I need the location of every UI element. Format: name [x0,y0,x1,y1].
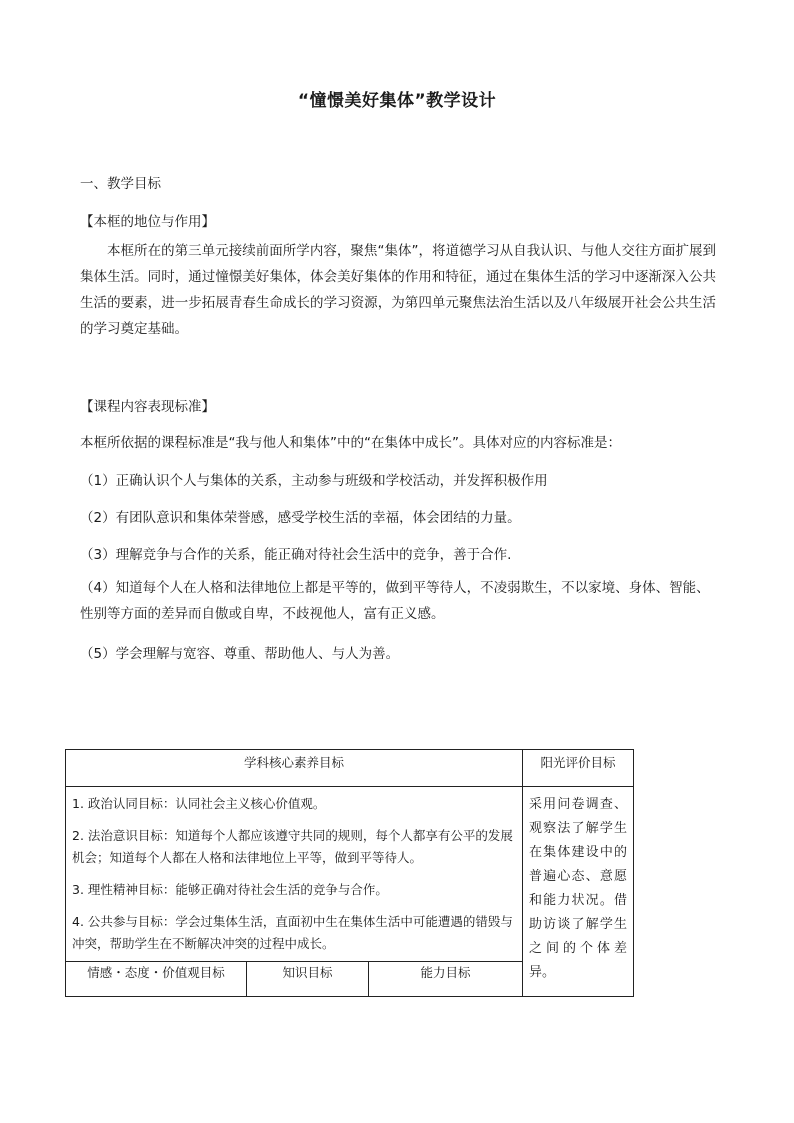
evaluation-header: 阳光评价目标 [523,750,634,787]
goal-item-political: 1. 政治认同目标：认同社会主义核心价值观。 [72,796,326,811]
core-literacy-header: 学科核心素养目标 [66,750,523,787]
position-paragraph: 本框所在的第三单元接续前面所学内容，聚焦“集体”，将道德学习从自我认识、与他人交往方面扩展到集体生活。同时，通过憧憬美好集体，体会美好集体的作用和特征，通过在集体生活的学习中逐渐深入公共生活的要素，进一步拓展青春生命成长的学习资源，为第四单元聚焦法治生活以及八年级展开社会公共生活的学习奠定基础。 [80,243,716,337]
goal-item-rational-spirit: 3. 理性精神目标：能够正确对待社会生活的竞争与合作。 [72,882,388,897]
standard-item-3: （3）理解竞争与合作的关系，能正确对待社会生活中的竞争，善于合作. [80,547,512,563]
goals-table [65,749,634,997]
goal-item-public-participation: 4. 公共参与目标：学会过集体生活，直面初中生在集体生活中可能遭遇的错毁与冲突，帮助学生在不断解决冲突的过程中成长。 [72,914,513,951]
core-literacy-goals [66,787,523,962]
standard-item-4: （4）知道每个人在人格和法律地位上都是平等的，做到平等待人，不凌弱欺生，不以家境、身体、智能、性别等方面的差异而自傲或自卑，不歧视他人，富有正义感。 [80,580,710,622]
ability-header: 能力目标 [369,962,523,997]
standards-heading: 【课程内容表现标准】 [80,399,215,415]
standard-item-1: （1）正确认识个人与集体的关系，主动参与班级和学校活动，并发挥积极作用 [80,473,548,489]
document-title: “憧憬美好集体”教学设计 [297,91,497,111]
knowledge-header: 知识目标 [247,962,369,997]
section-heading-teaching-goals: 一、教学目标 [80,176,161,192]
standard-item-2: （2）有团队意识和集体荣誉感，感受学校生活的幸福，体会团结的力量。 [80,510,521,526]
position-heading: 【本框的地位与作用】 [80,214,215,230]
attitude-values-header: 情感・态度・价值观目标 [66,962,247,997]
standard-item-5: （5）学会理解与宽容、尊重、帮助他人、与人为善。 [80,646,400,662]
standards-intro: 本框所依据的课程标准是“我与他人和集体”中的“在集体中成长”。具体对应的内容标准是： [80,435,621,451]
evaluation-text: 采用问卷调查、观察法了解学生在集体建设中的普遍心态、意愿和能力状况。借助访谈了解学生之间的个体差异。 [523,787,634,997]
goal-item-rule-of-law: 2. 法治意识目标：知道每个人都应该遵守共同的规则，每个人都享有公平的发展机会；知道每个人都在人格和法律地位上平等，做到平等待人。 [72,828,513,865]
